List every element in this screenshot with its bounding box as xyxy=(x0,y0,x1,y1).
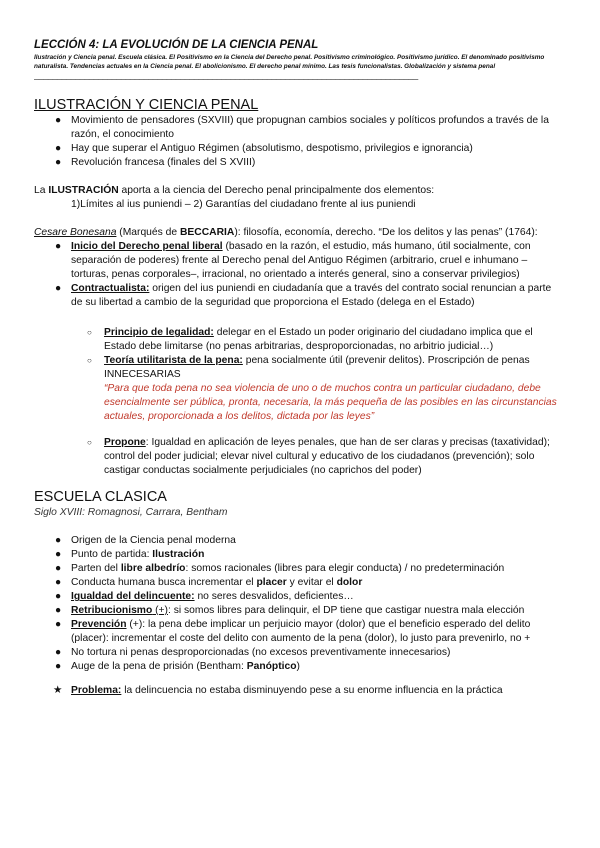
list-item: ● Movimiento de pensadores (SXVIII) que propugnan cambios sociales y políticos profundos a través de la razón, el conocimiento xyxy=(55,115,549,141)
bullet-icon: ● xyxy=(55,115,62,127)
ilustracion-bullet-list xyxy=(34,114,564,170)
list-item: ● Retribucionismo (+): si somos libres para delinquir, el DP tiene que castigar nuestra mala elección xyxy=(55,605,525,617)
divider-line: ____________________________________________________________________________________ xyxy=(34,72,418,81)
section-heading-escuela-clasica: ESCUELA CLASICA xyxy=(34,489,167,506)
beccaria-point-list xyxy=(34,240,564,310)
ilustracion-intro: La ILUSTRACIÓN aporta a la ciencia del Derecho penal principalmente dos elementos: xyxy=(34,185,435,197)
circle-bullet-icon: ○ xyxy=(87,438,92,448)
lesson-topics: Ilustración y Ciencia penal. Escuela clásica. El Positivismo en la Ciencia del Derecho penal. Positivismo criminológico. Positivismo jurídico. El denominado positivismo naturalista. Tendencias actuales en la Ciencia penal. El abolicionismo. El derecho penal mínimo. Las tesis funcionalistas. Globalización y sistema penal xyxy=(34,54,545,70)
ilustracion-elements: 1)Límites al ius puniendi – 2) Garantías del ciudadano frente al ius puniendi xyxy=(71,199,416,211)
beccaria-quote: “Para que toda pena no sea violencia de uno o de muchos contra un particular ciudadano, debe esencialmente ser pública, pronta, necesaria, la más pequeña de las posibles en las circunstancias actuales, proporcionada a los delitos, dictada por las leyes” xyxy=(104,383,557,423)
bullet-icon: ● xyxy=(55,591,62,603)
bullet-icon: ● xyxy=(55,535,62,547)
circle-bullet-icon: ○ xyxy=(87,356,92,366)
escuela-clasica-list xyxy=(34,534,564,674)
bullet-icon: ● xyxy=(55,619,62,631)
list-item: ● No tortura ni penas desproporcionadas (no excesos preventivamente innecesarios) xyxy=(55,647,451,659)
bullet-icon: ● xyxy=(55,577,62,589)
escuela-clasica-subtitle: Siglo XVIII: Romagnosi, Carrara, Bentham xyxy=(34,507,228,519)
bullet-icon: ● xyxy=(55,143,62,155)
lesson-title: LECCIÓN 4: LA EVOLUCIÓN DE LA CIENCIA PENAL xyxy=(34,39,319,51)
bullet-icon: ● xyxy=(55,563,62,575)
list-item: ● Revolución francesa (finales del S XVIII) xyxy=(55,157,256,169)
problema-note: ★ Problema: la delincuencia no estaba disminuyendo pese a su enorme influencia en la práctica xyxy=(53,685,503,697)
bullet-icon: ● xyxy=(55,157,62,169)
bullet-icon: ● xyxy=(55,283,62,295)
list-item: ● Origen de la Ciencia penal moderna xyxy=(55,535,236,547)
bullet-icon: ● xyxy=(55,605,62,617)
bullet-icon: ● xyxy=(55,241,62,253)
list-item: ● Hay que superar el Antiguo Régimen (absolutismo, despotismo, privilegios e ignorancia) xyxy=(55,143,473,155)
section-heading-ilustracion: ILUSTRACIÓN Y CIENCIA PENAL xyxy=(34,97,259,114)
list-item: ● Punto de partida: Ilustración xyxy=(55,549,205,561)
list-item: ● Contractualista: origen del ius puniendi en ciudadanía que a través del contrato social renuncian a parte de su libertad a cambio de la seguridad que proporciona el Estado (delega en el Estado) xyxy=(55,283,552,309)
beccaria-intro: Cesare Bonesana (Marqués de BECCARIA): filosofía, economía, derecho. “De los delitos y las penas” (1764): xyxy=(34,227,538,239)
bullet-icon: ● xyxy=(55,661,62,673)
list-item: ● Auge de la pena de prisión (Bentham: Panóptico) xyxy=(55,661,300,673)
list-item: ● Prevención (+): la pena debe implicar un perjuicio mayor (dolor) que el beneficio esperado del delito (placer): incrementar el coste del delito con aumento de la pena (dolor), lo justo para prevenirlo, no + xyxy=(55,619,531,645)
circle-bullet-icon: ○ xyxy=(87,328,92,338)
bullet-icon: ● xyxy=(55,647,62,659)
list-item: ○ Teoría utilitarista de la pena: pena socialmente útil (prevenir delitos). Proscripción de penas INNECESARIAS “Para que toda pena no sea violencia de uno o de muchos contra un particular ciudadano, debe esencialmente ser pública, pronta, necesaria, la más pequeña de las posibles en las circunstancias actuales, proporcionada a los delitos, dictada por las leyes” xyxy=(87,355,557,423)
document-page xyxy=(34,38,564,698)
list-item: ● Conducta humana busca incrementar el placer y evitar el dolor xyxy=(55,577,363,589)
beccaria-subpoint-list xyxy=(34,326,564,424)
list-item: ● Parten del libre albedrío: somos racionales (libres para elegir conducta) / no predeterminación xyxy=(55,563,505,575)
list-item: ○ Propone: Igualdad en aplicación de leyes penales, que han de ser claras y precisas (taxatividad); control del poder judicial; elevar nivel cultural y educativo de los ciudadanos (prevención); solo castigar conductas socialmente perjudiciales (no caprichos del poder) xyxy=(87,437,550,477)
list-item: ● Igualdad del delincuente: no seres desvalidos, deficientes… xyxy=(55,591,354,603)
list-item: ○ Principio de legalidad: delegar en el Estado un poder originario del ciudadano implica que el Estado debe limitarse (no penas arbitrarias, desproporcionadas, no arbitrio judicial…) xyxy=(87,327,533,353)
list-item: ● Inicio del Derecho penal liberal (basado en la razón, el estudio, más humano, útil socialmente, con separación de poderes) frente al Derecho penal del Antiguo Régimen (arbitrario, cruel e inhumano –torturas, penas corporales–, irracional, no orientado a interés general, sino a conservar privilegios) xyxy=(55,241,531,281)
bullet-icon: ● xyxy=(55,549,62,561)
beccaria-propone-list xyxy=(34,436,564,478)
star-icon: ★ xyxy=(53,685,63,697)
